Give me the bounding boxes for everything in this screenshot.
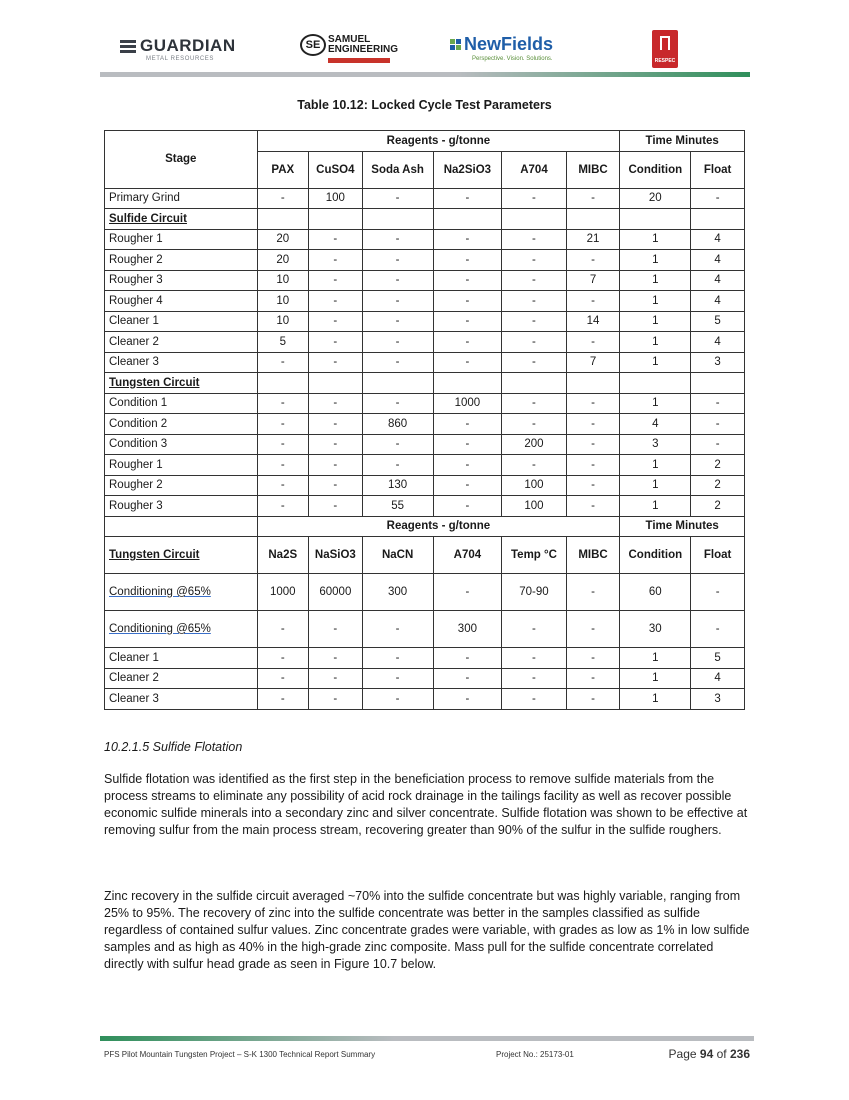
- value-cell: 21: [566, 229, 620, 250]
- value-cell: -: [257, 648, 309, 669]
- paragraph-2: Zinc recovery in the sulfide circuit averaged ~70% into the sulfide concentrate but was highly variable, ranging from 25% to 95%. The recovery of zinc into the sulfide concentrate was better in the samples classified as sulfide regardless of contained sulfur values. Zinc concentrate grades were variable, with grades as low as 1% in low sulfide samples and as high as 40% in the high-grade zinc composite. Mass pull for the sulfide concentrate correlated directly with sulfur head grade as seen in Figure 10.7 below.: [104, 889, 750, 971]
- value-cell: [566, 209, 620, 230]
- respec-logo: [652, 30, 678, 68]
- value-cell: 1000: [433, 393, 502, 414]
- value-cell: -: [502, 311, 566, 332]
- value-cell: -: [433, 648, 502, 669]
- value-cell: -: [502, 611, 566, 648]
- footer-report-title: PFS Pilot Mountain Tungsten Project – S-K 1300 Technical Report Summary: [104, 1050, 376, 1059]
- value-cell: -: [433, 496, 502, 517]
- value-cell: -: [502, 648, 566, 669]
- value-cell: -: [362, 332, 433, 353]
- header2-col: NaSiO3: [309, 537, 363, 574]
- value-cell: -: [309, 332, 363, 353]
- stage-cell: Rougher 3: [105, 270, 258, 291]
- header2-col: NaCN: [362, 537, 433, 574]
- table-row: [105, 475, 745, 496]
- samuel-engineering-logo: [300, 34, 398, 70]
- value-cell: [620, 209, 691, 230]
- value-cell: -: [691, 574, 745, 611]
- value-cell: 60: [620, 574, 691, 611]
- value-cell: -: [257, 475, 309, 496]
- header2-col: A704: [433, 537, 502, 574]
- value-cell: -: [257, 188, 309, 209]
- value-cell: -: [502, 352, 566, 373]
- value-cell: -: [362, 311, 433, 332]
- stage-cell: Cleaner 2: [105, 668, 258, 689]
- value-cell: -: [309, 496, 363, 517]
- value-cell: -: [433, 414, 502, 435]
- value-cell: 130: [362, 475, 433, 496]
- stage-cell: Rougher 2: [105, 475, 258, 496]
- value-cell: 10: [257, 311, 309, 332]
- value-cell: [502, 209, 566, 230]
- value-cell: -: [566, 648, 620, 669]
- header-col: Condition: [620, 151, 691, 188]
- value-cell: -: [362, 352, 433, 373]
- value-cell: -: [502, 332, 566, 353]
- value-cell: [566, 373, 620, 394]
- value-cell: [257, 373, 309, 394]
- value-cell: 4: [620, 414, 691, 435]
- header-row-1: [105, 131, 745, 152]
- header2-row-2: [105, 537, 745, 574]
- header-col: PAX: [257, 151, 309, 188]
- value-cell: 1: [620, 250, 691, 271]
- value-cell: 5: [257, 332, 309, 353]
- table-row: [105, 188, 745, 209]
- value-cell: -: [257, 352, 309, 373]
- stage-cell: Cleaner 2: [105, 332, 258, 353]
- value-cell: -: [309, 250, 363, 271]
- guardian-logo: [120, 36, 236, 72]
- value-cell: 5: [691, 648, 745, 669]
- value-cell: -: [433, 311, 502, 332]
- guardian-logo-subtitle: METAL RESOURCES: [146, 56, 215, 62]
- value-cell: -: [309, 311, 363, 332]
- value-cell: 2: [691, 496, 745, 517]
- value-cell: 100: [309, 188, 363, 209]
- value-cell: [691, 209, 745, 230]
- value-cell: 1: [620, 229, 691, 250]
- value-cell: 20: [257, 229, 309, 250]
- table-row: [105, 250, 745, 271]
- value-cell: -: [309, 414, 363, 435]
- stage-cell: Cleaner 3: [105, 352, 258, 373]
- header2-col: MIBC: [566, 537, 620, 574]
- value-cell: -: [309, 229, 363, 250]
- value-cell: -: [502, 668, 566, 689]
- samuel-logo-bar: [328, 58, 390, 63]
- footer-project-number: Project No.: 25173-01: [496, 1050, 574, 1059]
- value-cell: -: [362, 648, 433, 669]
- value-cell: -: [566, 496, 620, 517]
- value-cell: 1: [620, 270, 691, 291]
- header2-col: Temp °C: [502, 537, 566, 574]
- value-cell: -: [309, 689, 363, 710]
- value-cell: -: [309, 434, 363, 455]
- value-cell: -: [362, 229, 433, 250]
- header2-reagents: Reagents - g/tonne: [257, 516, 620, 537]
- value-cell: -: [309, 611, 363, 648]
- value-cell: 1: [620, 291, 691, 312]
- value-cell: -: [309, 668, 363, 689]
- value-cell: -: [433, 188, 502, 209]
- value-cell: -: [309, 270, 363, 291]
- value-cell: -: [257, 434, 309, 455]
- value-cell: 10: [257, 270, 309, 291]
- value-cell: -: [566, 689, 620, 710]
- value-cell: -: [502, 188, 566, 209]
- value-cell: -: [257, 689, 309, 710]
- value-cell: -: [566, 393, 620, 414]
- value-cell: -: [566, 475, 620, 496]
- stage-cell: Cleaner 1: [105, 648, 258, 669]
- value-cell: 4: [691, 291, 745, 312]
- value-cell: -: [433, 291, 502, 312]
- value-cell: 1000: [257, 574, 309, 611]
- value-cell: [691, 373, 745, 394]
- locked-cycle-table: [104, 130, 745, 710]
- stage-cell: Tungsten Circuit: [105, 373, 258, 394]
- paragraph-1: Sulfide flotation was identified as the first step in the beneficiation process to remove sulfide materials from the process streams to eliminate any possibility of acid rock drainage in the tailings facility as well as recover possible economic sulfide minerals into a secondary zinc and silver concentrate. Sulfide flotation was shown to be effective at removing sulfur from the main process stream, recovering greater than 90% of the sulfur in the sulfide roughers.: [104, 772, 748, 837]
- value-cell: -: [566, 188, 620, 209]
- stage-cell: Condition 3: [105, 434, 258, 455]
- value-cell: -: [362, 393, 433, 414]
- header2-row-1: [105, 516, 745, 537]
- value-cell: 70-90: [502, 574, 566, 611]
- value-cell: -: [566, 574, 620, 611]
- value-cell: -: [566, 434, 620, 455]
- value-cell: -: [309, 648, 363, 669]
- value-cell: -: [433, 475, 502, 496]
- value-cell: -: [257, 496, 309, 517]
- value-cell: -: [433, 250, 502, 271]
- value-cell: 55: [362, 496, 433, 517]
- value-cell: 7: [566, 352, 620, 373]
- value-cell: -: [433, 270, 502, 291]
- samuel-logo-line1: SAMUEL: [328, 34, 371, 45]
- table-row: [105, 332, 745, 353]
- value-cell: 1: [620, 496, 691, 517]
- value-cell: -: [433, 352, 502, 373]
- value-cell: 1: [620, 668, 691, 689]
- table-row: [105, 352, 745, 373]
- value-cell: 300: [362, 574, 433, 611]
- value-cell: -: [309, 393, 363, 414]
- value-cell: -: [362, 455, 433, 476]
- table-row: [105, 393, 745, 414]
- value-cell: 100: [502, 496, 566, 517]
- value-cell: -: [433, 689, 502, 710]
- value-cell: 200: [502, 434, 566, 455]
- table-row: [105, 270, 745, 291]
- header-time: Time Minutes: [620, 131, 745, 152]
- header-stage: Stage: [105, 131, 258, 189]
- value-cell: -: [566, 250, 620, 271]
- table-row: [105, 611, 745, 648]
- value-cell: -: [691, 434, 745, 455]
- value-cell: [362, 373, 433, 394]
- table-row: [105, 648, 745, 669]
- value-cell: 60000: [309, 574, 363, 611]
- stage-cell: Conditioning @65%: [105, 574, 258, 611]
- value-cell: -: [433, 455, 502, 476]
- value-cell: [257, 209, 309, 230]
- value-cell: -: [433, 229, 502, 250]
- table-row: [105, 414, 745, 435]
- stage-cell: Rougher 3: [105, 496, 258, 517]
- header2-stage: Tungsten Circuit: [105, 537, 258, 574]
- header2-col: Condition: [620, 537, 691, 574]
- value-cell: 3: [620, 434, 691, 455]
- value-cell: -: [362, 668, 433, 689]
- value-cell: -: [362, 434, 433, 455]
- stage-cell: Conditioning @65%: [105, 611, 258, 648]
- newfields-logo: [450, 34, 553, 70]
- value-cell: 3: [691, 689, 745, 710]
- value-cell: 1: [620, 352, 691, 373]
- stage-cell: Cleaner 3: [105, 689, 258, 710]
- value-cell: 1: [620, 475, 691, 496]
- header-col: Soda Ash: [362, 151, 433, 188]
- value-cell: 14: [566, 311, 620, 332]
- value-cell: 5: [691, 311, 745, 332]
- value-cell: [309, 209, 363, 230]
- newfields-logo-text: NewFields: [464, 34, 554, 54]
- header-col: MIBC: [566, 151, 620, 188]
- newfields-logo-subtitle: Perspective. Vision. Solutions.: [472, 56, 553, 62]
- value-cell: 300: [433, 611, 502, 648]
- value-cell: 1: [620, 689, 691, 710]
- value-cell: -: [691, 393, 745, 414]
- value-cell: -: [362, 270, 433, 291]
- stage-cell: Rougher 1: [105, 455, 258, 476]
- section-row: [105, 209, 745, 230]
- value-cell: -: [309, 455, 363, 476]
- value-cell: -: [502, 270, 566, 291]
- stage-cell: Condition 1: [105, 393, 258, 414]
- value-cell: -: [257, 611, 309, 648]
- table-row: [105, 311, 745, 332]
- value-cell: -: [566, 414, 620, 435]
- page-header: [100, 30, 750, 72]
- value-cell: [433, 373, 502, 394]
- value-cell: -: [502, 250, 566, 271]
- header-col: CuSO4: [309, 151, 363, 188]
- value-cell: 4: [691, 229, 745, 250]
- table-row: [105, 668, 745, 689]
- header2-blank: [105, 516, 258, 537]
- value-cell: 4: [691, 270, 745, 291]
- value-cell: -: [309, 352, 363, 373]
- stage-cell: Rougher 4: [105, 291, 258, 312]
- table-row: [105, 291, 745, 312]
- guardian-mark-icon: [120, 38, 136, 55]
- table-row: [105, 574, 745, 611]
- samuel-logo-line2: ENGINEERING: [328, 44, 399, 55]
- table-row: [105, 455, 745, 476]
- stage-cell: Cleaner 1: [105, 311, 258, 332]
- value-cell: -: [502, 689, 566, 710]
- table-row: [105, 229, 745, 250]
- samuel-mark-icon: SE: [300, 34, 326, 56]
- value-cell: [502, 373, 566, 394]
- value-cell: [362, 209, 433, 230]
- respec-logo-text: RESPEC: [654, 58, 676, 64]
- value-cell: -: [566, 668, 620, 689]
- stage-cell: Sulfide Circuit: [105, 209, 258, 230]
- value-cell: -: [257, 393, 309, 414]
- footer-rule: [100, 1036, 754, 1041]
- value-cell: -: [309, 475, 363, 496]
- value-cell: -: [257, 668, 309, 689]
- value-cell: -: [566, 611, 620, 648]
- guardian-logo-text: GUARDIAN: [140, 36, 236, 55]
- value-cell: 30: [620, 611, 691, 648]
- header-col: Float: [691, 151, 745, 188]
- value-cell: 3: [691, 352, 745, 373]
- value-cell: 1: [620, 332, 691, 353]
- value-cell: 4: [691, 668, 745, 689]
- value-cell: 860: [362, 414, 433, 435]
- header-reagents: Reagents - g/tonne: [257, 131, 620, 152]
- header2-time: Time Minutes: [620, 516, 745, 537]
- footer-page-number: Page 94 of 236: [668, 1047, 750, 1061]
- value-cell: -: [257, 414, 309, 435]
- header-rule: [100, 72, 750, 77]
- table-row: [105, 496, 745, 517]
- value-cell: -: [566, 455, 620, 476]
- value-cell: -: [309, 291, 363, 312]
- value-cell: -: [433, 668, 502, 689]
- stage-cell: Primary Grind: [105, 188, 258, 209]
- value-cell: 20: [257, 250, 309, 271]
- value-cell: 2: [691, 455, 745, 476]
- value-cell: -: [502, 455, 566, 476]
- value-cell: -: [691, 188, 745, 209]
- newfields-squares-icon: [450, 39, 462, 51]
- value-cell: 4: [691, 332, 745, 353]
- header-col: A704: [502, 151, 566, 188]
- value-cell: 20: [620, 188, 691, 209]
- value-cell: 1: [620, 393, 691, 414]
- stage-cell: Rougher 1: [105, 229, 258, 250]
- value-cell: 1: [620, 455, 691, 476]
- value-cell: -: [566, 291, 620, 312]
- value-cell: -: [362, 611, 433, 648]
- value-cell: -: [502, 291, 566, 312]
- value-cell: -: [502, 229, 566, 250]
- value-cell: -: [433, 332, 502, 353]
- value-cell: 1: [620, 311, 691, 332]
- section-heading: 10.2.1.5 Sulfide Flotation: [104, 740, 243, 754]
- value-cell: [309, 373, 363, 394]
- value-cell: [620, 373, 691, 394]
- value-cell: -: [433, 434, 502, 455]
- value-cell: -: [502, 393, 566, 414]
- value-cell: -: [691, 611, 745, 648]
- value-cell: -: [362, 250, 433, 271]
- stage-cell: Rougher 2: [105, 250, 258, 271]
- value-cell: -: [257, 455, 309, 476]
- value-cell: -: [362, 291, 433, 312]
- value-cell: -: [362, 689, 433, 710]
- value-cell: 4: [691, 250, 745, 271]
- header2-col: Float: [691, 537, 745, 574]
- value-cell: 7: [566, 270, 620, 291]
- value-cell: -: [566, 332, 620, 353]
- value-cell: [433, 209, 502, 230]
- value-cell: -: [433, 574, 502, 611]
- value-cell: 10: [257, 291, 309, 312]
- respec-mark-icon: [660, 36, 670, 50]
- value-cell: -: [362, 188, 433, 209]
- value-cell: 2: [691, 475, 745, 496]
- header-col: Na2SiO3: [433, 151, 502, 188]
- header2-col: Na2S: [257, 537, 309, 574]
- value-cell: 100: [502, 475, 566, 496]
- table-row: [105, 434, 745, 455]
- value-cell: -: [691, 414, 745, 435]
- table-title: Table 10.12: Locked Cycle Test Parameters: [297, 98, 552, 112]
- section-row: [105, 373, 745, 394]
- value-cell: 1: [620, 648, 691, 669]
- value-cell: -: [502, 414, 566, 435]
- table-row: [105, 689, 745, 710]
- stage-cell: Condition 2: [105, 414, 258, 435]
